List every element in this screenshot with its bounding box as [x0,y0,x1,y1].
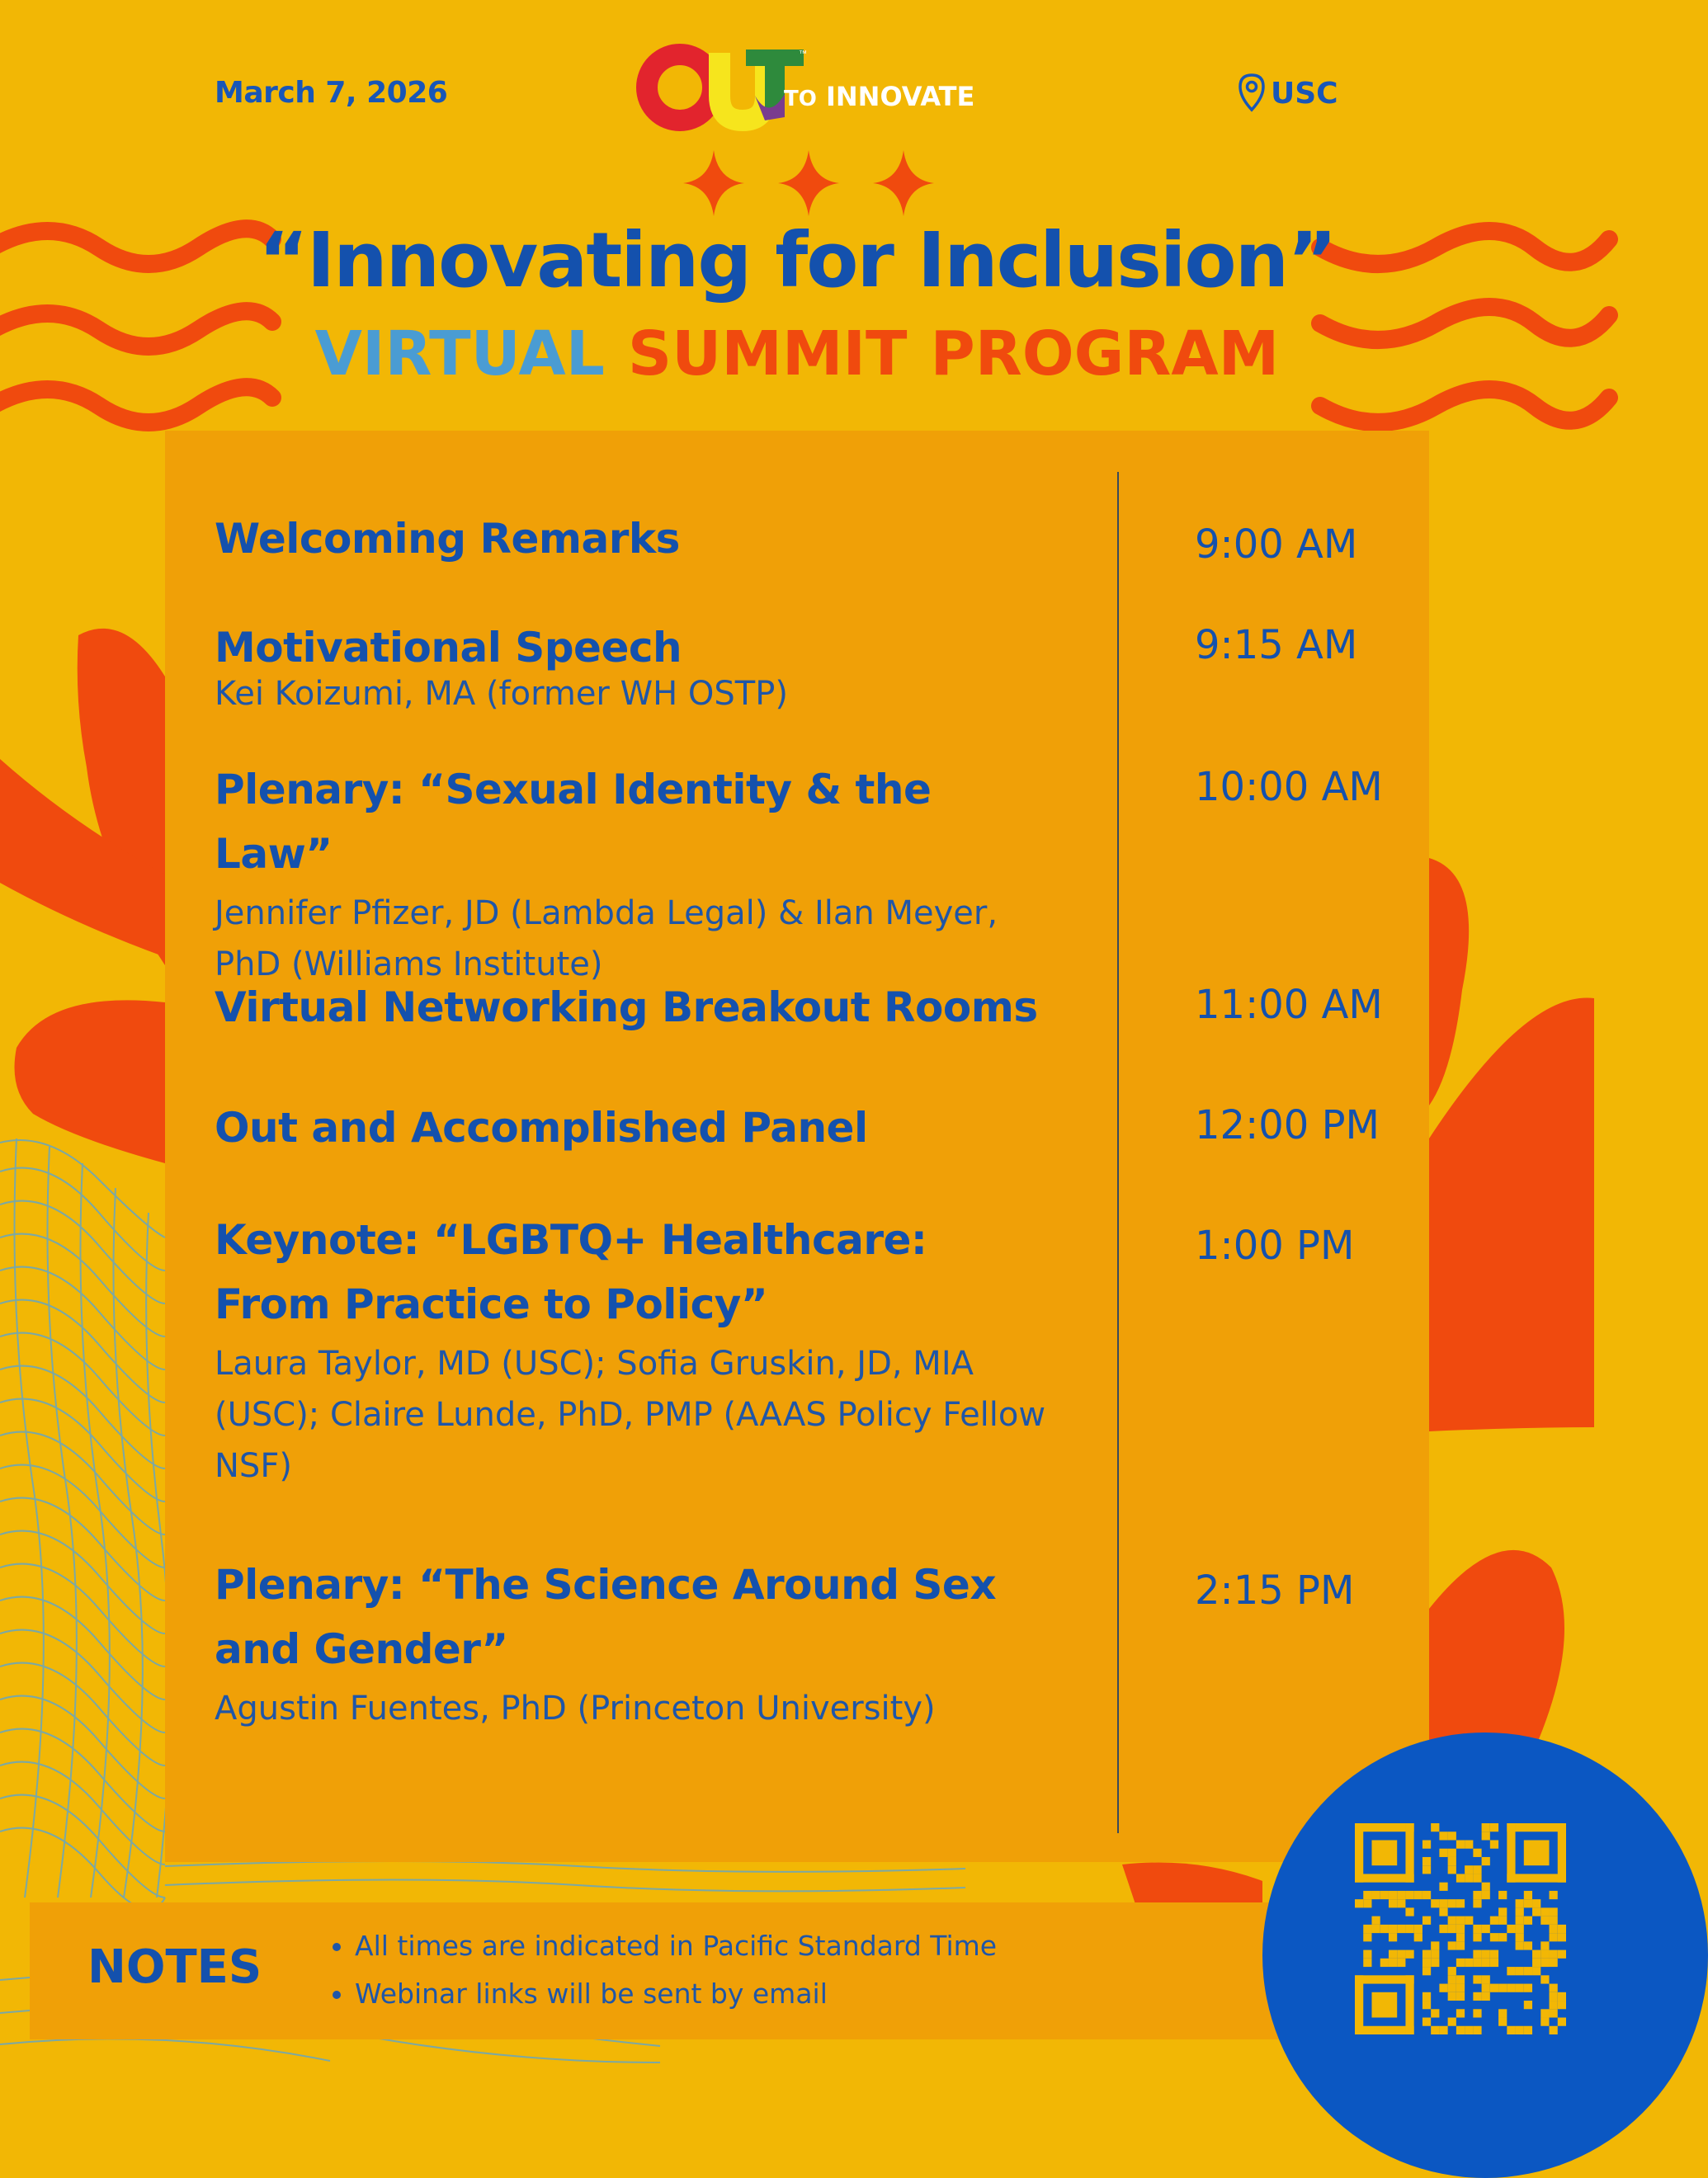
qr-module [1541,2009,1549,2017]
qr-module [1397,1950,1405,1959]
subtitle-program: PROGRAM [930,318,1280,389]
program-item-title: Plenary: “Sexual Identity & the Law” [215,766,932,878]
qr-module [1490,1840,1498,1848]
qr-module [1482,1832,1490,1840]
qr-module [1456,1925,1465,1933]
program-item [215,615,1056,719]
qr-module [1371,1916,1380,1925]
sparkle-star-icon [683,150,744,216]
qr-module [1405,1925,1413,1933]
qr-module [1473,1950,1481,1959]
qr-module [1456,1975,1465,1983]
qr-module [1363,1891,1371,1899]
qr-module [1456,1984,1465,1992]
qr-module [1414,1891,1423,1899]
logo-tm: ™ [799,50,807,59]
qr-module [1532,1959,1541,1967]
qr-module [1482,1984,1490,1992]
qr-module [1550,1950,1558,1959]
qr-module [1482,1975,1490,1983]
qr-module [1456,1899,1465,1907]
qr-module [1439,1899,1447,1907]
qr-module [1524,1899,1532,1907]
time-divider [1117,472,1119,1833]
qr-module [1482,1823,1490,1832]
qr-module [1498,2018,1507,2026]
page-subtitle [0,318,1594,389]
event-date: March 7, 2026 [215,76,448,110]
qr-module [1507,1874,1566,1882]
qr-module [1389,1899,1397,1907]
qr-module [1448,1916,1456,1925]
qr-module [1482,1992,1490,2001]
qr-module [1448,1975,1456,1983]
qr-code[interactable] [1355,1823,1566,2034]
subtitle-summit: SUMMIT [627,318,908,389]
qr-module [1490,1933,1498,1941]
qr-module [1473,1865,1481,1874]
qr-module [1516,1916,1524,1925]
qr-module [1524,1840,1550,1865]
qr-module [1482,1925,1490,1933]
qr-module [1371,1992,1397,2018]
qr-module [1516,1933,1524,1941]
qr-module [1516,1984,1524,1992]
qr-module [1482,1857,1490,1865]
qr-module [1456,1874,1465,1882]
qr-module [1550,1925,1558,1933]
qr-module [1558,1925,1566,1933]
program-item-time: 1:00 PM [1195,1223,1355,1269]
qr-module [1363,1959,1371,1967]
qr-module [1423,1950,1431,1959]
qr-module [1456,1933,1465,1941]
qr-module [1423,2001,1431,2009]
qr-module [1550,1891,1558,1899]
notes-list [322,1922,997,2018]
qr-module [1397,1959,1405,1967]
qr-module [1490,1823,1498,1832]
qr-module [1498,1907,1507,1916]
qr-module [1490,1984,1498,1992]
qr-module [1423,1857,1431,1865]
qr-module [1355,1975,1363,2034]
qr-module [1465,1916,1473,1925]
qr-module [1355,1823,1363,1883]
program-item [215,975,1056,1040]
qr-module [1541,2018,1549,2026]
qr-module [1439,1925,1447,1933]
qr-module [1516,1925,1524,1933]
qr-module [1414,1933,1423,1941]
qr-module [1439,1832,1447,1840]
qr-module [1550,1907,1558,1916]
qr-module [1423,1891,1431,1899]
qr-module [1541,1975,1549,1983]
qr-module [1389,1959,1397,1967]
qr-module [1550,2026,1558,2034]
qr-module [1448,1984,1456,1992]
program-item [215,507,1056,571]
qr-module [1558,1950,1566,1959]
page-title: “Innovating for Inclusion” [258,216,1336,304]
qr-module [1431,1823,1439,1832]
qr-module [1389,1950,1397,1959]
qr-module [1448,1849,1456,1857]
qr-module [1516,1967,1524,1975]
qr-module [1363,1950,1371,1959]
qr-module [1456,2026,1465,2034]
program-item-title: Welcoming Remarks [215,515,680,563]
qr-module [1532,1899,1541,1907]
program-item [215,1096,1056,1160]
qr-module [1363,1899,1371,1907]
qr-module [1405,1823,1413,1883]
logo-text [784,81,974,112]
qr-module [1473,1933,1481,1941]
qr-module [1456,2009,1465,2017]
qr-module [1355,1823,1414,1832]
qr-module [1550,1992,1558,2001]
qr-module [1507,1823,1515,1883]
qr-module [1380,1959,1389,1967]
qr-module [1524,1891,1532,1899]
qr-module [1498,2009,1507,2017]
program-item-speaker: Jennifer Pfizer, JD (Lambda Legal) & Ilan Meyer, PhD (Williams Institute) [215,894,998,983]
qr-module [1558,1823,1566,1883]
qr-module [1355,1874,1414,1882]
program-item-title: Keynote: “LGBTQ+ Healthcare: From Practice to Policy” [215,1216,927,1328]
qr-module [1423,1992,1431,2001]
qr-module [1355,1899,1363,1907]
logo-mark [637,45,807,135]
program-item-speaker: Kei Koizumi, MA (former WH OSTP) [215,675,788,713]
qr-module [1516,1941,1524,1949]
logo-innovate: INNOVATE [825,81,975,112]
qr-module [1558,2018,1566,2026]
qr-module [1532,1967,1541,1975]
qr-module [1431,1959,1439,1967]
program-item [215,1553,1056,1734]
qr-module [1473,1891,1481,1899]
qr-module [1524,1916,1532,1925]
qr-module [1473,1874,1481,1882]
qr-module [1355,2026,1414,2034]
qr-module [1490,1950,1498,1959]
qr-module [1516,1907,1524,1916]
qr-module [1397,1899,1405,1907]
qr-module [1439,1907,1447,1916]
qr-module [1541,1950,1549,1959]
program-item-time: 11:00 AM [1195,982,1383,1028]
qr-module [1397,1925,1405,1933]
qr-module [1473,1975,1481,1983]
qr-module [1532,1950,1541,1959]
program-item-title: Motivational Speech [215,624,682,672]
qr-module [1507,1984,1515,1992]
program-item [215,757,1056,990]
qr-module [1482,1959,1490,1967]
qr-module [1465,2026,1473,2034]
location [1238,73,1338,114]
qr-module [1363,1933,1371,1941]
qr-module [1550,1959,1558,1967]
qr-module [1541,1959,1549,1967]
qr-module [1371,1925,1380,1933]
qr-module [1473,2009,1481,2017]
program-item-title: Out and Accomplished Panel [215,1104,868,1152]
program-item-time: 2:15 PM [1195,1568,1355,1614]
qr-module [1371,1891,1380,1899]
qr-module [1507,1823,1566,1832]
qr-module [1507,2026,1515,2034]
note-item: • All times are indicated in Pacific Standard Time [355,1922,997,1970]
subtitle-virtual: VIRTUAL [314,318,605,389]
qr-module [1524,1967,1532,1975]
qr-module [1524,1984,1532,1992]
qr-module [1389,1933,1397,1941]
qr-module [1465,1840,1473,1848]
notes-label: NOTES [87,1940,262,1994]
qr-module [1482,1950,1490,1959]
qr-module [1516,1899,1524,1907]
qr-module [1558,1933,1566,1941]
logo-to: TO [784,87,817,111]
qr-module [1498,1984,1507,1992]
sparkle-star-icon [778,150,839,216]
qr-module [1405,1975,1413,2034]
qr-module [1473,1899,1481,1907]
program-item-title: Plenary: “The Science Around Sex and Gender” [215,1561,997,1673]
qr-module [1448,1925,1456,1933]
qr-module [1465,1959,1473,1967]
qr-module [1448,1967,1456,1975]
qr-module [1516,2026,1524,2034]
qr-module [1431,1899,1439,1907]
program-item-time: 9:15 AM [1195,622,1358,668]
qr-module [1423,1865,1431,1874]
qr-module [1498,1933,1507,1941]
qr-module [1456,1840,1465,1848]
sparkle-star-icon [873,150,934,216]
qr-module [1482,1883,1490,1891]
qr-module [1439,1883,1447,1891]
qr-module [1423,1840,1431,1848]
qr-module [1431,1941,1439,1949]
qr-module [1448,1992,1456,2001]
qr-module [1524,2026,1532,2034]
qr-module [1550,1933,1558,1941]
sparkle-stars [677,147,941,221]
qr-module [1448,1941,1456,1949]
program-item-time: 10:00 AM [1195,764,1383,810]
qr-module [1431,2009,1439,2017]
qr-module [1532,1907,1541,1916]
qr-module [1448,1832,1456,1840]
qr-module [1423,1959,1431,1967]
qr-module [1456,1992,1465,2001]
qr-module [1558,1992,1566,2001]
qr-module [1473,2026,1481,2034]
qr-module [1507,1967,1515,1975]
program-item-speaker: Laura Taylor, MD (USC); Sofia Gruskin, JD, MIA (USC); Claire Lunde, PhD, PMP (AAAS Policy Fellow NSF) [215,1345,1046,1485]
program-item-title: Virtual Networking Breakout Rooms [215,983,1038,1031]
qr-module [1550,2001,1558,2009]
program-item [215,1208,1056,1492]
qr-module [1405,1891,1413,1899]
qr-module [1431,1950,1439,1959]
qr-module [1473,1849,1481,1857]
qr-module [1456,1959,1465,1967]
qr-module [1465,1865,1473,1874]
note-item: • Webinar links will be sent by email [355,1970,997,2018]
out-to-innovate-logo [637,45,992,135]
qr-module [1414,1925,1423,1933]
qr-module [1550,1984,1558,1992]
qr-module [1558,2001,1566,2009]
qr-module [1389,1891,1397,1899]
qr-module [1389,1925,1397,1933]
qr-module [1363,1925,1371,1933]
qr-module [1473,1925,1481,1933]
qr-module [1490,1959,1498,1967]
qr-module [1380,1891,1389,1899]
qr-module [1431,2026,1439,2034]
qr-module [1397,1891,1405,1899]
program-item-speaker: Agustin Fuentes, PhD (Princeton University) [215,1690,936,1728]
qr-module [1423,1967,1431,1975]
qr-module [1541,1907,1549,1916]
qr-module [1524,1941,1532,1949]
qr-module [1423,1916,1431,1925]
qr-module [1473,1992,1481,2001]
qr-module [1439,1849,1447,1857]
qr-module [1498,1891,1507,1899]
location-pin-icon [1238,73,1266,114]
qr-module [1423,2018,1431,2026]
qr-module [1541,1916,1549,1925]
qr-module [1448,1865,1456,1874]
program-item-time: 12:00 PM [1195,1102,1380,1148]
qr-module [1439,2026,1447,2034]
qr-module [1550,1916,1558,1925]
qr-module [1524,2001,1532,2009]
qr-module [1482,1891,1490,1899]
qr-module [1355,1975,1414,1983]
qr-module [1380,1925,1389,1933]
qr-module [1405,1907,1413,1916]
qr-module [1448,1899,1456,1907]
qr-module [1448,1857,1456,1865]
qr-module [1465,1874,1473,1882]
location-text: USC [1271,76,1338,111]
qr-module [1490,1916,1498,1925]
qr-module [1550,2009,1558,2017]
qr-module [1439,1984,1447,1992]
qr-module [1448,2018,1456,2026]
qr-module [1507,1925,1515,1933]
qr-module [1405,1950,1413,1959]
qr-module [1456,1941,1465,1949]
program-item-time: 9:00 AM [1195,521,1358,568]
qr-module [1541,1941,1549,1949]
qr-module [1498,1916,1507,1925]
qr-module [1456,1916,1465,1925]
qr-module [1473,1959,1481,1967]
qr-module [1371,1840,1397,1865]
